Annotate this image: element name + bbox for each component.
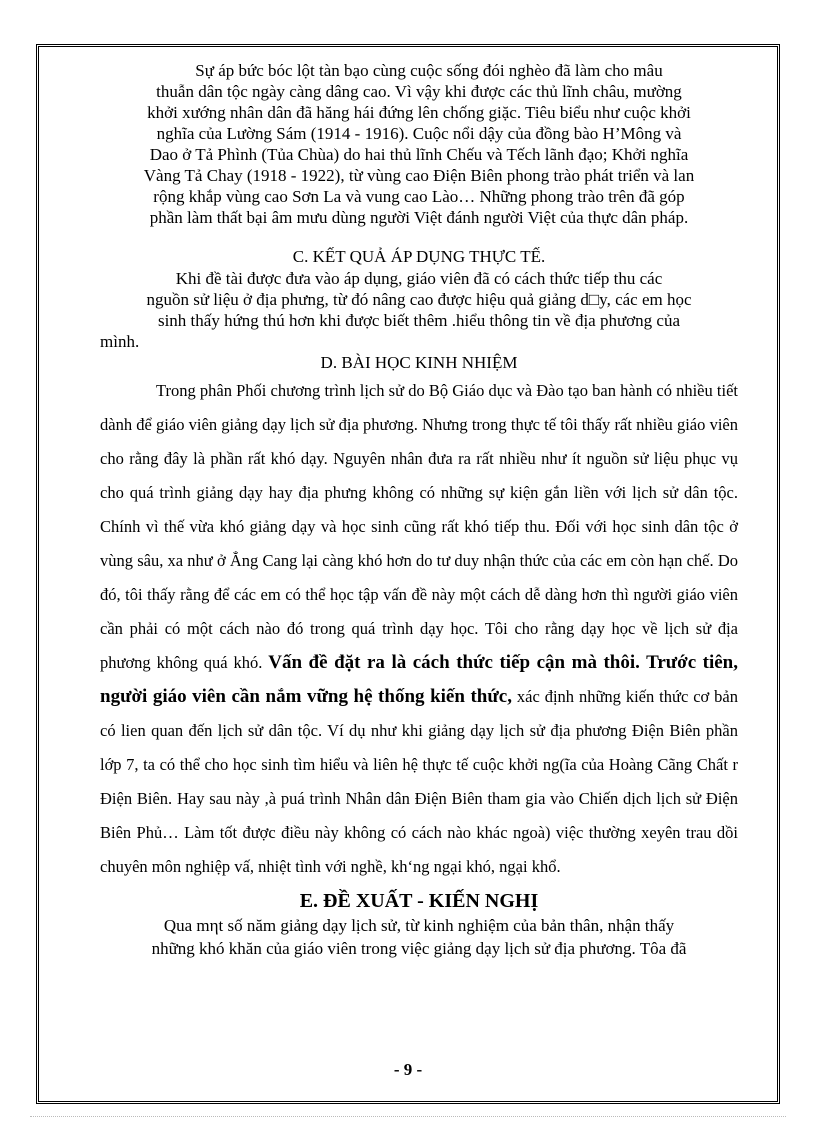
- paragraph-1-line: thuẫn dân tộc ngày càng dâng cao. Vì vậy khi được các thủ lĩnh châu, mường: [156, 82, 682, 101]
- page-number: - 9 -: [393, 1060, 423, 1079]
- paragraph-2-line: sinh thấy hứng thú hơn khi được biết thêm .hiểu thông tin về địa phương của: [157, 311, 681, 330]
- document-body: [100, 60, 738, 960]
- paragraph-1-line: Dao ở Tả Phình (Tủa Chùa) do hai thủ lĩnh Chếu và Tếch lãnh đạo; Khởi nghĩa: [149, 145, 689, 164]
- paragraph-1-line: Sự áp bức bóc lột tàn bạo cùng cuộc sống đói nghèo đã làm cho mâu: [195, 61, 663, 80]
- footer-divider: [30, 1116, 786, 1117]
- paragraph-1-line: phần làm thất bại âm mưu dùng người Việt đánh người Việt của thực dân pháp.: [149, 208, 689, 227]
- heading-d: D. BÀI HỌC KINH NHIỆM: [320, 353, 518, 372]
- paragraph-3-text-a: Trong phân Phối chương trình lịch sử do Bộ Giáo dục và Đào tạo ban hành có nhiều tiết dành để giáo viên giảng dạy lịch sử địa phương. Nhưng trong thực tế tôi thấy rất nhiều giáo viên cho rằng đây là phần rất khó dạy. Nguyên nhân đưa ra rất nhiều như ít nguồn sử liệu phục vụ cho quá trình giảng dạy hay địa phưng không có những sự kiện gắn liền với lịch sử dân tộc. Chính vì thế vừa khó giảng dạy và học sinh cũng rất khó tiếp thu. Đối với học sinh dân tộc ở vùng sâu, xa như ở Ẳng Cang lại càng khó hơn do tư duy nhận thức của các em còn hạn chế. Do đó, tôi thấy rằng để các em có thể học tập vấn đề này một cách dễ dàng hơn thì người giáo viên cần phải có một cách nào đó trong quá trình dạy học. Tôi cho rằng dạy học về lịch sử địa phương không quá khó.: [100, 381, 738, 672]
- paragraph-4-line: những khó khăn của giáo viên trong việc giảng dạy lịch sử địa phương. Tôa đã: [151, 939, 687, 958]
- paragraph-1-line: khởi xướng nhân dân đã hăng hái đứng lên chống giặc. Tiêu biểu như cuộc khởi: [147, 103, 691, 122]
- paragraph-2-line: mình.: [100, 332, 140, 351]
- heading-e: E. ĐỀ XUẤT - KIẾN NGHỊ: [299, 890, 539, 912]
- paragraph-1-line: rộng khắp vùng cao Sơn La và vung cao Lào… Những phong trào trên đã góp: [153, 187, 685, 206]
- paragraph-1-line: nghĩa của Lường Sám (1914 - 1916). Cuộc nổi dậy của đồng bào H’Mông và: [156, 124, 682, 143]
- paragraph-3-emphasis: Vấn đề đặt ra là cách thức tiếp cận mà thôi. Trước tiên, người giáo viên cần nắm vững hệ thống kiến thức,: [100, 652, 739, 707]
- paragraph-2-line: nguồn sử liệu ở địa phưng, từ đó nâng cao được hiệu quả giảng d□y, các em học: [146, 290, 692, 309]
- paragraph-2-line: Khi đề tài được đưa vào áp dụng, giáo viên đã có cách thức tiếp thu các: [175, 269, 663, 288]
- paragraph-3: [100, 374, 738, 884]
- heading-c: C. KẾT QUẢ ÁP DỤNG THỰC TẾ.: [292, 247, 546, 266]
- paragraph-4-line: Qua mηt số năm giảng dạy lịch sử, từ kinh nghiệm của bản thân, nhận thấy: [163, 916, 675, 935]
- paragraph-3-text-b: xác định những kiến thức cơ bản có lien quan đến lịch sử dân tộc. Ví dụ như khi giảng dạy lịch sử địa phương Điện Biên phần lớp 7, ta có thể cho học sinh tìm hiểu và liên hệ thực tế cuộc khởi ng(ĩa của Hoàng Cãng Chất r Điện Biên. Hay sau này ,à puá trình Nhân dân Điện Biên tham gia vào Chiến dịch lịch sử Điện Biên Phủ… Làm tốt được điều này không có cách nào khác ngoà) việc thường xeyên trau dồi chuyên môn nghiệp vấ, nhiệt tình với nghề, kh‘ng ngại khó, ngại khổ.: [100, 687, 739, 876]
- paragraph-1-line: Vàng Tả Chay (1918 - 1922), từ vùng cao Điện Biên phong trào phát triển và lan: [143, 166, 695, 185]
